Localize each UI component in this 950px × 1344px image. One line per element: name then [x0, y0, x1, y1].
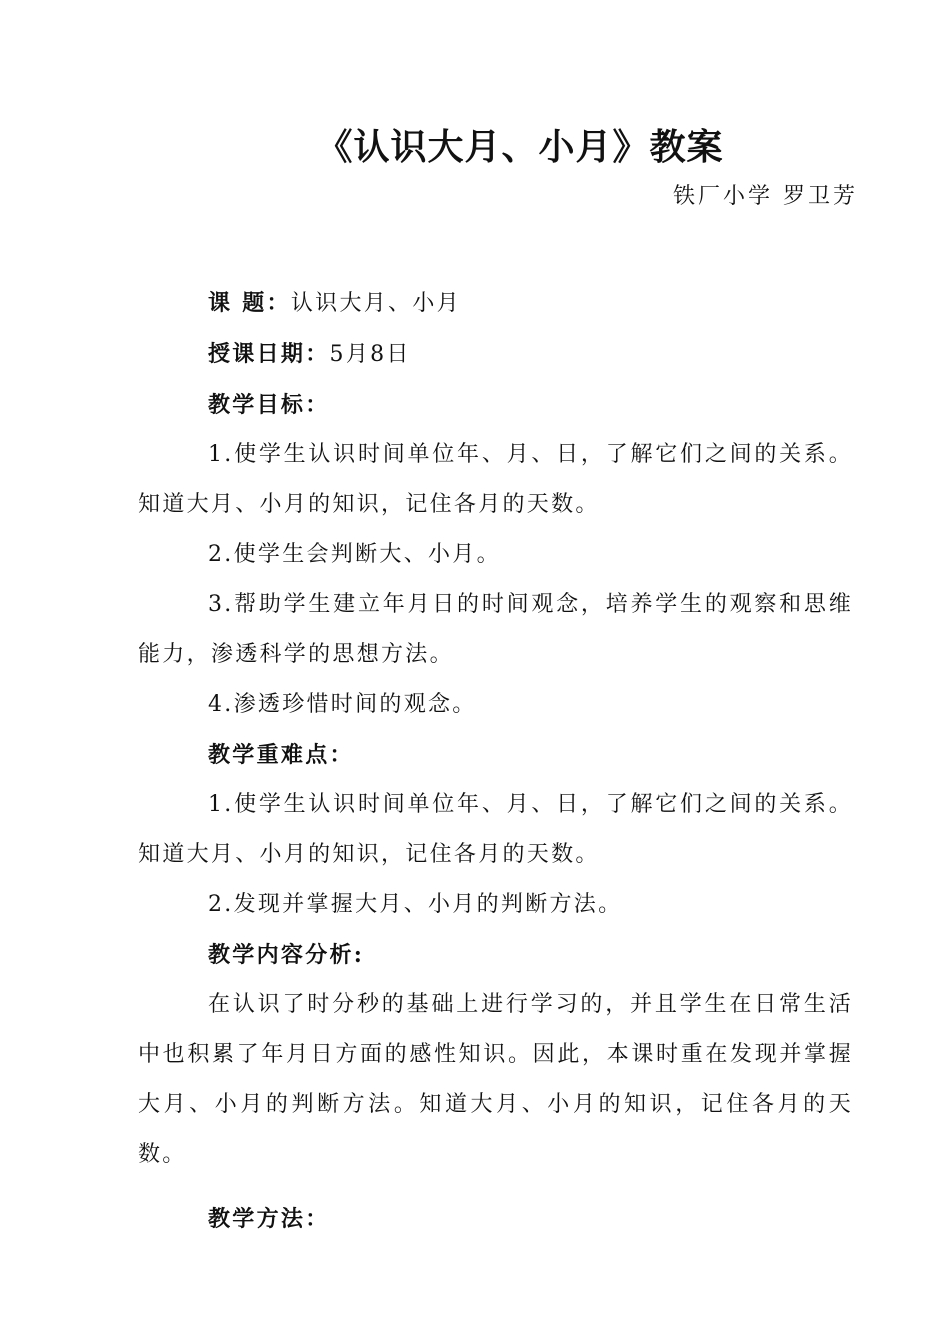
key-point-item-1: 1.使学生认识时间单位年、月、日，了解它们之间的关系。知道大月、小月的知识，记住各月的天数。: [138, 792, 853, 867]
date-line: [138, 329, 853, 380]
key-points-heading: 教学重难点：: [208, 742, 354, 768]
document-author: 铁厂小学 罗卫芳: [673, 184, 858, 209]
topic-value: 认识大月、小月: [290, 291, 461, 316]
document-body: [138, 278, 853, 1244]
content-analysis-text: 在认识了时分秒的基础上进行学习的，并且学生在日常生活中也积累了年月日方面的感性知识。因此，本课时重在发现并掌握大月、小月的判断方法。知道大月、小月的知识，记住各月的天数。: [138, 992, 853, 1167]
objective-item-2: 2.使学生会判断大、小月。: [208, 542, 501, 567]
key-point-item-2: 2.发现并掌握大月、小月的判断方法。: [208, 892, 623, 917]
topic-line: [138, 278, 853, 329]
date-value: 5月8日: [329, 342, 411, 367]
objective-item-4: 4.渗透珍惜时间的观念。: [208, 692, 477, 717]
objective-item-3: 3.帮助学生建立年月日的时间观念，培养学生的观察和思维能力，渗透科学的思想方法。: [138, 592, 853, 667]
objective-item-1: 1.使学生认识时间单位年、月、日，了解它们之间的关系。知道大月、小月的知识，记住各月的天数。: [138, 442, 853, 517]
document-title: 《认识大月、小月》教案: [316, 126, 724, 168]
content-analysis-heading: 教学内容分析:: [208, 942, 365, 968]
section-gap: [138, 1180, 853, 1194]
objectives-heading: 教学目标：: [208, 392, 330, 418]
topic-label: 课 题：: [208, 290, 291, 316]
date-label: 授课日期：: [208, 341, 330, 367]
methods-heading: 教学方法：: [208, 1206, 330, 1232]
